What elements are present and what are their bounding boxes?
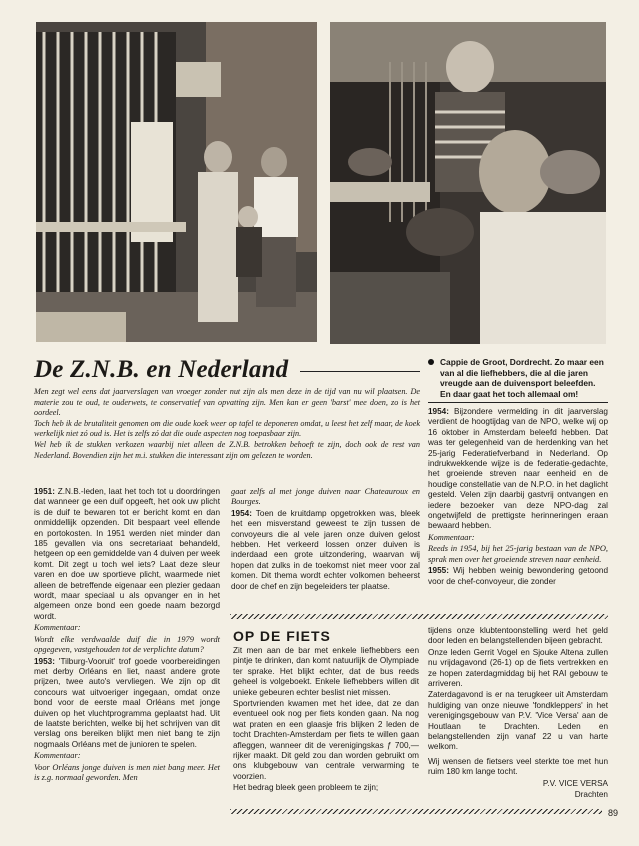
paragraph-1955 [428,566,608,587]
signature-club: P.V. VICE VERSA [542,778,608,788]
title-rule [300,371,420,372]
fiets-right-column [428,626,608,802]
year-label: 1954: [428,407,449,416]
page-number: 89 [608,808,619,818]
year-label: 1953: [34,656,55,666]
intro-paragraph: Men zegt wel eens dat jaarverslagen van vroeger zonder nut zijn als men deze in de tijd van nu wil plaatsen. De materie zou te oud, te ouderwets, te conservatief van opvatting zijn. Men kan er geen 'barst' mee doen, zo is het oordeel. [34,387,420,418]
column-3 [428,407,608,588]
caption-rule [428,402,608,403]
paragraph-1951 [34,487,220,622]
paragraph-text: Z.N.B.-leden, laat het toch tot u doordringen dat wanneer ge een duif opgeeft, het ook uw plicht is de duif te bewaren tot er bericht komt en dan onmiddellijk opzenden. Dit bespaart veel ellende en portokosten. In 1951 werden niet minder dan 185 gevallen via ons secretariaat behandeld, hetgeen op een gemiddelde van 4 duiven per week komt. Dit zegt u toch wel iets? Laat deze sleur varen en doe uw sportieve plicht, waarmede niet alleen de betreffende eigenaar een plezier gedaan wordt, maar speciaal u als opvanger en in het algemeen onze bond een goede naam bezorgd wordt. [34,487,221,621]
fiets-paragraph: Wij wensen de fietsers veel sterkte toe met hun ruim 180 km lange tocht. [428,756,608,777]
paragraph-1954 [231,509,420,592]
signature-town: Drachten [574,790,608,800]
photo-man-with-pigeons [330,22,606,344]
paragraph-1954-npo [428,407,608,532]
year-label: 1954: [231,508,252,518]
fiets-paragraph: tijdens onze klubtentoonstelling werd het geld door leden en belangstellenden bijeen gebracht. [428,626,608,646]
paragraph-text: 'Tilburg-Vooruit' trof goede voorbereidingen met derby Orléans en liet, naast andere grote prijzen, twee auto's vervliegen. We zijn op dit concours wat uitvoeriger ingegaan, omdat onze bond voor de eerste maal Orléans met jonge duiven op het vluchtprogramma geplaatst had. Uit de laatste berichten, welke bij het schrijven van dit verslag ons bereiken blijkt men niet bang te zijn nogmaals Orléans met de junioren te spelen. [34,656,220,749]
commentary-label: Kommentaar: [34,623,81,633]
photo-family-loft [36,22,317,342]
column-2 [231,487,420,593]
box-border-top [230,614,608,619]
commentary-label: Kommentaar: [428,532,475,542]
photo-caption [440,357,608,399]
paragraph-text: Bijzondere vermelding in dit jaarverslag verdient de hoogtijdag van de NPO, welke wij op 16 oktober in Amsterdam beleefd hebben. Dat was ter gelegenheid van de herdenking van het 25-jarig Federatiefverband in Nederland. Op indrukwekkende wijze is de federatie-gedachte, het groeiende streven naar eenheid en de houdige constellatie van de N.P.O. in het daglicht gesteld. Velen zijn daarbij gastvrij ontvangen en iedere bezoeker van deze NPO-dag zal ongetwijfeld de prettigste herinneringen eraan bewaard hebben. [428,407,608,531]
fiets-paragraph: Zit men aan de bar met enkele liefhebbers een pintje te drinken, dan komt natuurlijk de Olympiade ter sprake. Het blijkt echter, dat de bus reeds geheel is volgeboekt. Enkele liefhebbers willen dit unieke gebeuren echter beslist niet missen. [233,646,419,697]
caption-text: Cappie de Groot, Dordrecht. Zo maar een van al die liefhebbers, die al die jaren vreugde aan de duivensport beleefden. En daar gaat het toch allemaal om! [440,357,604,399]
continued-text: gaat zelfs al met jonge duiven naar Chateauroux en Bourges. [231,487,420,507]
paragraph-text: Wij hebben weinig bewondering getoond voor de chef-convoyeur, die zonder [428,566,608,586]
column-1 [34,487,220,784]
year-label: 1955: [428,566,449,576]
bullet-icon [428,359,434,365]
commentary-text: Voor Orléans jonge duiven is men niet bang meer. Het is z.g. normaal geworden. Men [34,762,220,782]
commentary-text: Reeds in 1954, bij het 25-jarig bestaan van de NPO, sprak men over het groeiende streven naar eenheid. [428,544,608,564]
fiets-paragraph: Het bedrag bleek geen probleem te zijn; [233,783,379,793]
year-label: 1951: [34,487,55,496]
commentary-label: Kommentaar: [34,751,81,761]
paragraph-text: Toen de kruitdamp opgetrokken was, bleek het een misverstand geweest te zijn tussen de convoyeurs die al vele jaren onze duiven gelost hebben. Het verkeerd lossen onzer duiven is inderdaad een grote uitzondering, waarvan wij hopen dat zulks in de toekomst niet meer voor zal komen. Dit thema wordt echter volkomen beheerst door de chef en zijn begeleiders ter plaatse. [231,508,420,591]
fiets-left-column [233,646,419,795]
fiets-paragraph: Onze leden Gerrit Vogel en Sjouke Altena zullen nu vrijdagavond (26-1) op de fiets vertrekken en ze hopen zaterdagmiddag bij het RAI gebouw te arriveren. [428,647,608,689]
intro-paragraph-2: Toch heb ik de brutaliteit genomen om die oude koek weer op tafel te deponeren omdat, u leest het zelf maar, de koek werkelijk niet zó oud is. Het is zelfs zó dat die oude aspecten nog toepasbaar zijn. [34,418,420,439]
fiets-paragraph: Sportvrienden kwamen met het idee, dat ze dan eventueel ook nog per fiets konden gaan. Na nog wat praten en een glaasje fris blijken 2 leden de tocht Drachten-Amsterdam per fiets te willen gaan afleggen, wanneer dit de verenigingskas ƒ 700,— rijker maakt. Dit geld zou dan worden gebruikt om ons klubgebouw van centrale verwarming te voorzien. [233,699,419,781]
fiets-paragraph: Zaterdagavond is er na terugkeer uit Amsterdam huldiging van onze nieuwe 'fondkleppers' in het verenigingsgebouw van P.V. 'Vice Versa' aan de Houtlaan te Drachten. Leden en belangstellenden zijn vanaf 22 u van harte welkom. [428,690,608,752]
commentary-text: Wordt elke verdwaalde duif die in 1979 wordt opgegeven, vastgehouden tot de verplichte datum? [34,634,220,655]
intro-paragraph-3: Wel heb ik de stukken verkozen waarbij niet alleen de Z.N.B. betrokken behoeft te zijn, doch ook de rest van Nederland. Bovendien zijn het m.i. stukken die interessant zijn om gelezen te worden. [34,439,420,460]
box-title: OP DE FIETS [233,628,331,644]
paragraph-1953 [34,657,220,751]
article-intro [34,387,420,461]
box-border-bottom [230,809,602,814]
article-title: De Z.N.B. en Nederland [34,356,289,383]
